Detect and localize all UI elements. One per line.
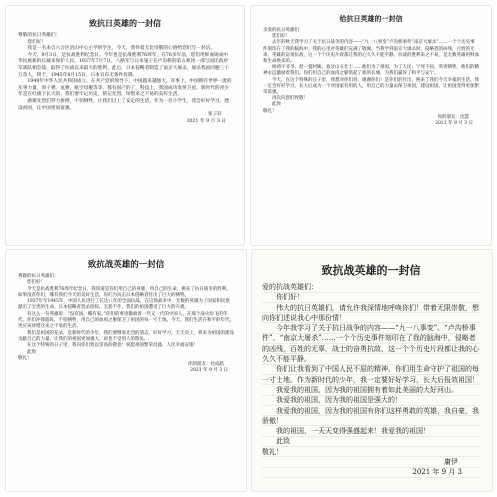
letter-4-sender: 庸伊 [444, 458, 458, 467]
letter-3-paragraph: 有这么一句英雄说：“没有国，哪有家。”你们的事迹激励着一代又一代的中国人。在那个战火纷飞的年代，你们冲锋陷阵，不怕牺牲，用自己的血肉之躯保卫了祖国的每一寸土地。今天，我们生活在和平的年代，更应该珍惜这来之不易的生活。 [18, 311, 234, 330]
letter-1-paragraph: 1949年中华人民共和国成立，在共产党的领导下，中国越来越强大，军事上，中国拥有世界一流的军事力量，原子弹、氢弹、航空母舰等等，都有国产的了，科技上，我国成功发射卫星，新时代的青少年是在红旗下长大的，我们要牢记历史，铭记先烈，珍惜来之不易的美好生活。 [18, 79, 232, 98]
letter-4 [252, 250, 492, 491]
letter-1-paragraph: 今天，9月3日，是抗战胜利纪念日。今年也是抗战胜利76周年，在76多年前，您们用鲜血铸成中华民族新的长城来保护人民。1937年7月7日，八路军与日本鬼子在卢沟桥的第五师团一部与国民政府军部队相会战，取得了抗战以来最大的胜利。此后，日本侵略者制造了南京大屠杀，屠杀我国同胞三十万余人，终于，1945年8月15日，日本宣布无条件投降。 [18, 52, 229, 78]
letter-2-paragraph: 今天，在这个特殊的日子里，我想对你们说：谢谢你们！是你们的付出，换来了我们今天幸福的生活。我一定会好好学习，长大后成为一个对国家有用的人，用自己的力量去保卫祖国，建设祖国，让祖国变得更加繁荣富强。 [263, 77, 479, 96]
letter-3-sender: 你的朋友：杜成皓 [188, 362, 224, 368]
letter-4-title: 致抗战英雄的一封信 [321, 264, 421, 277]
letter-3 [6, 250, 246, 491]
letter-4-paragraph: 你们让我看到了中国人民不屈的精神，你们用生命守护了祖国的每一寸土地。作为新时代的少年，我一定要好好学习，长大后报效祖国！ [262, 365, 479, 384]
letter-2 [251, 6, 491, 245]
letter-3-paragraph: 在这个特殊的日子里，我向你们致以崇高的敬意！祝愿祖国繁荣昌盛，人民幸福安康！ [27, 343, 198, 349]
letter-4-paragraph: 今年我学习了关于抗日战争的内容——“九一八事变”、“卢沟桥事件”、“南京大屠杀”……一个个历史事件刻印在了我的脑海中，侵略者的凶残，百姓的无辜，战士的奋勇抗敌，这一个个历史片段都让我的心久久不能平静。 [262, 324, 479, 364]
letter-4-date: 2021 年 9 月 3 [412, 468, 462, 477]
letter-3-closing: 此致 [27, 349, 36, 355]
letter-1-title: 致抗日英雄的一封信 [89, 18, 161, 28]
letter-2-greeting: 您们好！ [272, 34, 290, 40]
letter-4-lined-body [262, 282, 480, 478]
letter-1-date: 2021 年 9 月 3 日 [186, 118, 226, 124]
letter-4-greeting: 你们好！ [276, 293, 304, 302]
letter-1-paragraph: 我是一名来自六合区冶山中心小学的学生，今天，我怀着无比崇敬的心情给您们写一封信。 [27, 46, 215, 52]
letter-3-paragraph: 1937年至1945年，中国人民进行了长达八年的全面抗战，在这场战争中，无数的英雄为了国家和民族献出了宝贵的生命。日本侵略者烧杀抢掠，无恶不作，我们的祖国遭受了巨大的灾难。 [18, 299, 230, 311]
letter-1 [6, 6, 244, 245]
letter-3-closing-regards: 敬礼！ [18, 355, 32, 361]
letter-4-paragraph: 我爱我的祖国，因为我的祖国有你们这样勇敢的英雄，我自豪，我骄傲！ [262, 406, 479, 425]
letter-1-salutation: 尊敬的抗日英雄们： [18, 33, 61, 38]
letter-2-sender: 你的朋友：沈慧 [437, 114, 469, 120]
letter-2-closing-regards: 敬礼！ [263, 108, 277, 114]
letter-4-closing-regards: 敬礼！ [262, 447, 283, 456]
letter-2-salutation: 亲爱的抗日英雄们： [263, 28, 304, 33]
letter-4-paragraph: 我爱我的祖国，因为我的祖国拥有着如此美丽的大好河山。 [276, 385, 458, 394]
letter-2-title: 给抗日英雄的一封信 [339, 14, 403, 23]
letter-3-title: 致抗战英雄的一封信 [87, 260, 165, 270]
letter-3-paragraph: 我们是祖国的花朵，是新时代的少年，我们要继承先烈的遗志，好好学习，天天向上，将来为祖国的建设贡献自己的力量。让我们的祖国更加强大，再也不受别人的欺负。 [18, 330, 234, 342]
letter-3-salutation: 尊敬的抗日英雄们： [18, 274, 59, 279]
letter-1-greeting: 您们好！ [27, 39, 47, 45]
letter-2-paragraph: 去年的秋天我学习了关于抗日战争的内容——“九一八事变”卢沟桥事件“南京大屠杀”……一个个历史事件刻印在了我的脑海中。我的心里对英雄们充满了敬佩。当我学到南京大屠杀时，侵略者的凶残，百姓的无辜，英雄的奋勇抗敌，这一个个历史片段都让我的心久久不能平静。抗战的胜利来之不易，是无数英雄用鲜血和生命换来的。 [263, 40, 479, 65]
letter-3-paragraph: 今天是抗战胜利76周年纪念日，我知道是你们用自己的身躯，用自己的生命，换来了抗日战争的胜利。如果没有你们，哪有我们今天的美好生活，你们为抗击日本侵略者付出了巨大的牺牲。 [18, 286, 231, 298]
letter-4-paragraph: 我的祖国，一天天变得强盛起来！我爱我的祖国！ [276, 427, 430, 436]
letter-1-paragraph: 感谢先烈们努力拼搏，不怕牺牲，让我们过上了安定的生活，作为一名小学生，我会好好学习，建设祖国，让中国更加富强。 [18, 98, 229, 111]
letter-4-salutation: 爱的抗战英雄们： [262, 283, 318, 291]
letter-2-paragraph: 再次向您们致敬！ [272, 96, 308, 102]
letter-3-greeting: 您们好！ [27, 280, 45, 286]
letter-4-paragraph: 我爱我的祖国，因为我的祖国是强大的！ [276, 396, 402, 405]
letter-1-sender: 张子轩 [207, 112, 222, 118]
letter-4-paragraph: 伟大的抗日英雄们，请允许我深情地呼唤你们！带着无限崇敬，想向你们述说我心中那份情！ [262, 303, 479, 322]
letter-3-date: 2021 年 9 月 3 日 [190, 368, 228, 374]
letter-2-date: 2021 年 9 月 3 日 [435, 121, 473, 127]
letter-2-closing: 此致 [272, 102, 281, 108]
letter-4-closing: 此致 [276, 437, 290, 446]
letter-2-paragraph: 杨靖宇爷爷、赵一曼阿姨、狼牙山五壮士……他们为了祖国，为了人民，宁死不屈，英勇牺牲。他们的精神永远激励着我们。你们用自己的血肉之躯筑起了新的长城，为我们赢得了和平与安宁。 [263, 65, 479, 77]
